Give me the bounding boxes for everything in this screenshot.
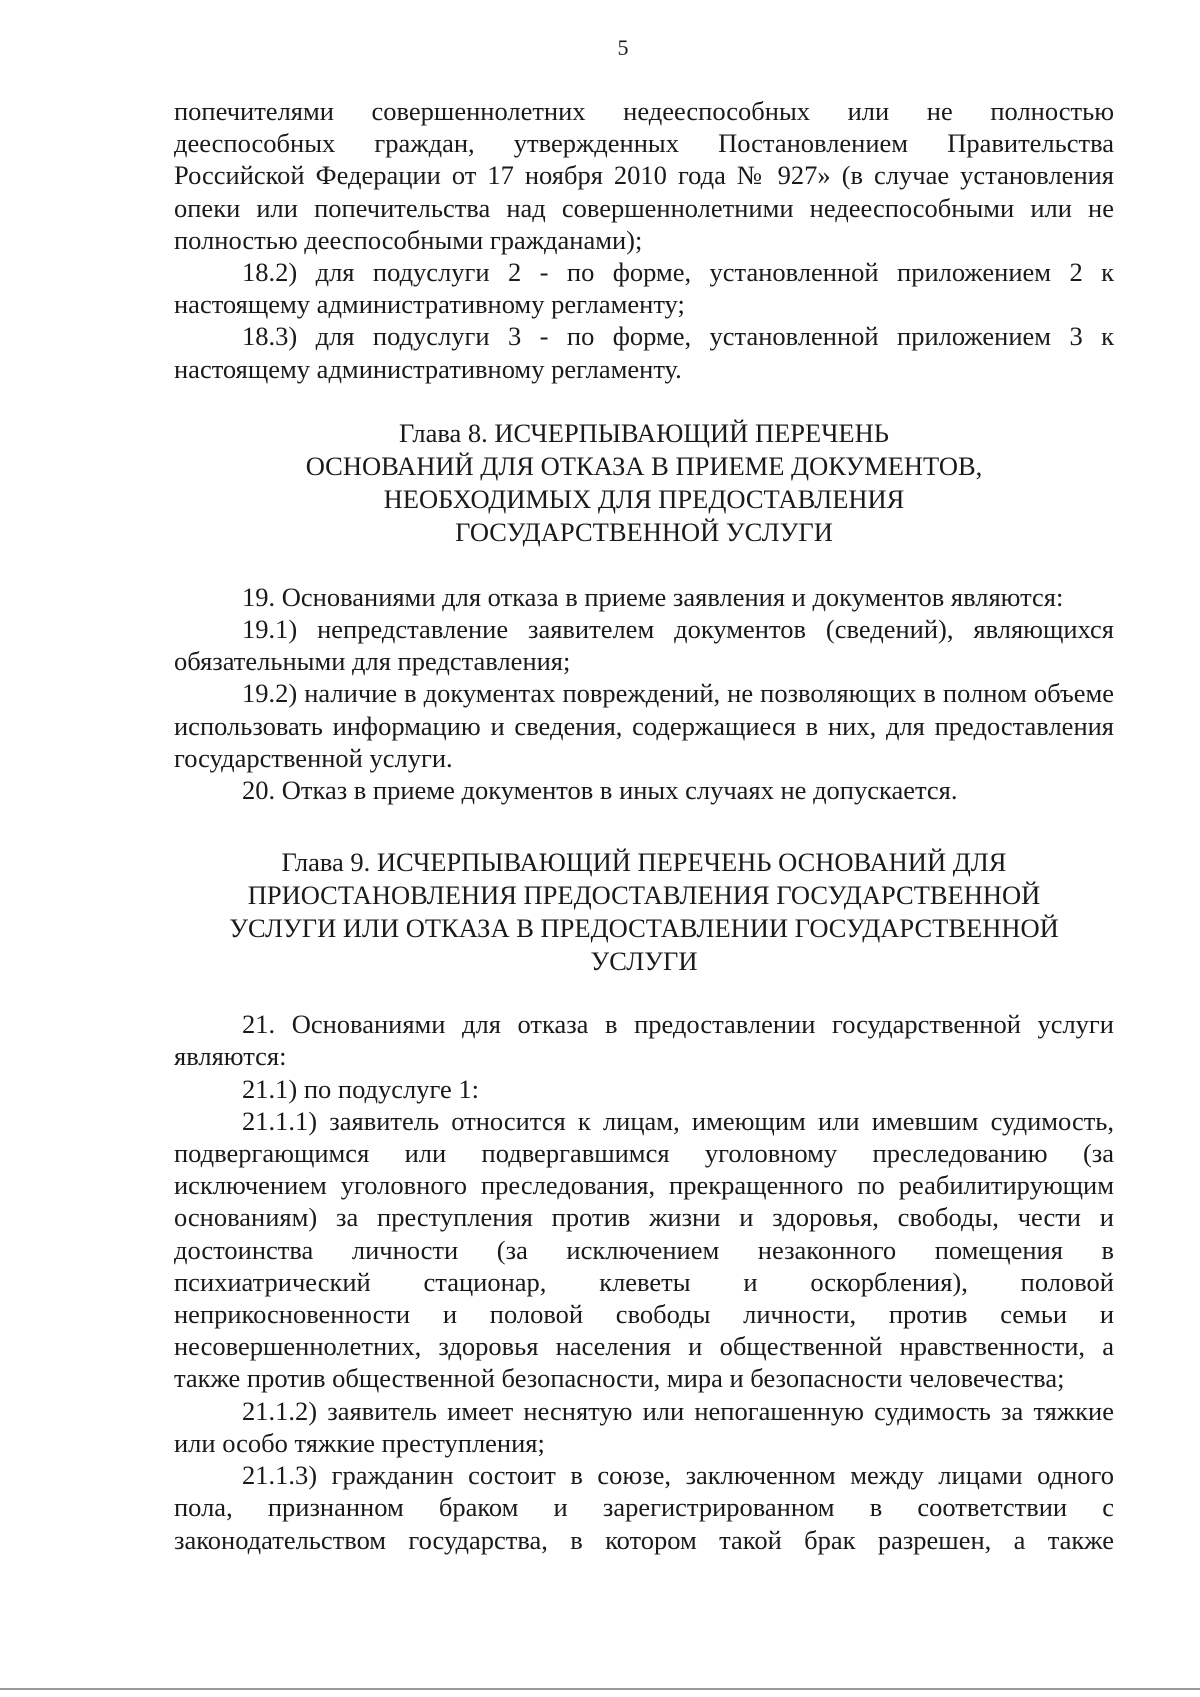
heading-line: Глава 9. ИСЧЕРПЫВАЮЩИЙ ПЕРЕЧЕНЬ ОСНОВАНИЙ ДЛЯ: [281, 847, 1007, 878]
document-body: [174, 95, 1114, 1556]
section-middle: [174, 581, 1114, 806]
heading-line: УСЛУГИ: [590, 946, 698, 977]
heading-line: ПРИОСТАНОВЛЕНИЯ ПРЕДОСТАВЛЕНИЯ ГОСУДАРСТВЕННОЙ: [247, 880, 1041, 911]
heading-line: УСЛУГИ ИЛИ ОТКАЗА В ПРЕДОСТАВЛЕНИИ ГОСУДАРСТВЕННОЙ: [229, 913, 1059, 944]
paragraph: 21.1.1) заявитель относится к лицам, имеющим или имевшим судимость, подвергающимся или подвергавшимся уголовному преследованию (за исключением уголовного преследования, прекращенного по реабилитирующим основаниям) за преступления против жизни и здоровья, свободы, чести и достоинства личности (за исключением незаконного помещения в психиатрический стационар, клеветы и оскорбления), половой неприкосновенности и половой свободы личности, против семьи и несовершеннолетних, здоровья населения и общественной нравственности, а также против общественной безопасности, мира и безопасности человечества;: [174, 1105, 1114, 1394]
paragraph: 20. Отказ в приеме документов в иных случаях не допускается.: [242, 775, 958, 806]
section-top: [174, 95, 1114, 385]
paragraph: 19. Основаниями для отказа в приеме заявления и документов являются:: [242, 581, 1064, 612]
paragraph-continued: 21.1.3) гражданин состоит в союзе, заключенном между лицами одного пола, признанном браком и зарегистрированном в соответствии с законодательством государства, в котором такой брак разрешен, а также: [174, 1460, 1114, 1555]
paragraph: 18.2) для подуслуги 2 - по форме, установленной приложением 2 к настоящему административному регламенту;: [174, 257, 1114, 320]
chapter-9-heading: [174, 846, 1114, 978]
chapter-8-heading: [174, 417, 1114, 549]
paragraph: 21.1) по подуслуге 1:: [242, 1073, 480, 1104]
scan-edge-line: [0, 1688, 1200, 1690]
heading-line: Глава 8. ИСЧЕРПЫВАЮЩИЙ ПЕРЕЧЕНЬ: [399, 417, 889, 448]
heading-line: НЕОБХОДИМЫХ ДЛЯ ПРЕДОСТАВЛЕНИЯ: [383, 483, 905, 514]
heading-line: ГОСУДАРСТВЕННОЙ УСЛУГИ: [455, 516, 833, 547]
heading-line: ОСНОВАНИЙ ДЛЯ ОТКАЗА В ПРИЕМЕ ДОКУМЕНТОВ,: [305, 450, 983, 481]
paragraph: 19.2) наличие в документах повреждений, не позволяющих в полном объеме использовать информацию и сведения, содержащиеся в них, для предоставления государственной услуги.: [174, 678, 1114, 773]
paragraph: 19.1) непредставление заявителем документов (сведений), являющихся обязательными для представления;: [174, 614, 1114, 677]
page-number: 5: [617, 35, 629, 60]
paragraph: 21.1.2) заявитель имеет неснятую или непогашенную судимость за тяжкие или особо тяжкие преступления;: [174, 1395, 1114, 1458]
paragraph: попечителями совершеннолетних недееспособных или не полностью дееспособных граждан, утвержденных Постановлением Правительства Российской Федерации от 17 ноября 2010 года № 927» (в случае установления опеки или попечительства над совершеннолетними недееспособными или не полностью дееспособными гражданами);: [174, 96, 1114, 255]
section-bottom: [174, 1008, 1114, 1555]
paragraph: 18.3) для подуслуги 3 - по форме, установленной приложением 3 к настоящему административному регламенту.: [174, 321, 1114, 384]
paragraph: 21. Основаниями для отказа в предоставлении государственной услуги являются:: [174, 1009, 1114, 1072]
